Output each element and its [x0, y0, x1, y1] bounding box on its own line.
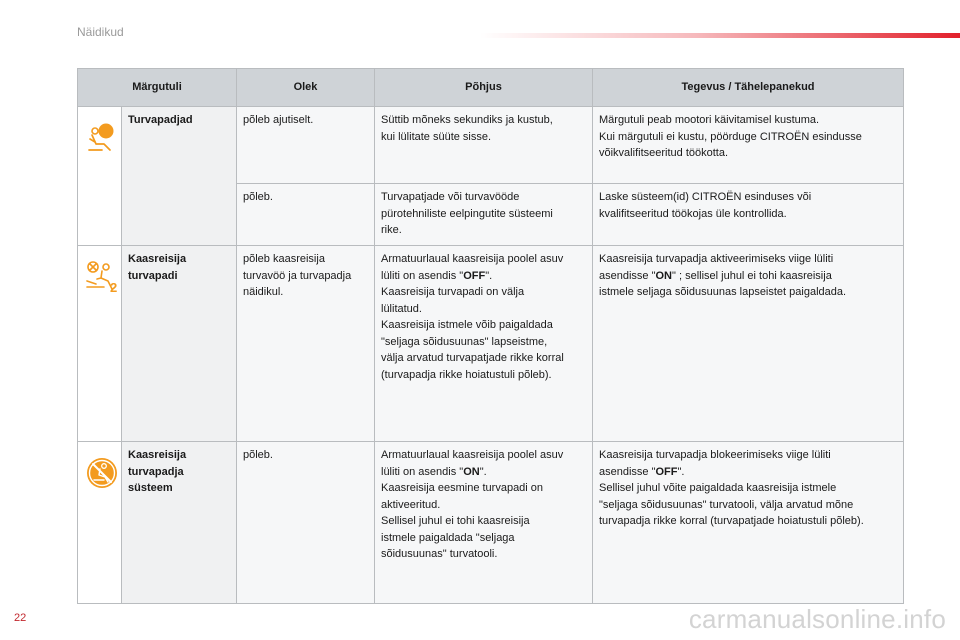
passenger-airbag-off-icon: [84, 455, 120, 491]
section-title: Näidikud: [77, 25, 124, 39]
watermark: carmanualsonline.info: [688, 604, 946, 634]
column-header-action: Tegevus / Tähelepanekud: [593, 69, 904, 107]
cause-text: Süttib mõneks sekundiks ja kustub, kui lülitate süüte sisse.: [375, 107, 593, 184]
cause-text: Turvapatjade või turvavööde pürotehniliste eelpingutite süsteemi rike.: [375, 184, 593, 246]
state-text: põleb ajutiselt.: [237, 107, 375, 184]
indicator-name: Turvapadjad: [122, 107, 237, 246]
action-text: Laske süsteem(id) CITROËN esinduses või kvalifitseeritud töökojas üle kontrollida.: [593, 184, 904, 246]
table-header-row: [78, 69, 904, 107]
state-text: põleb kaasreisija turvavöö ja turvapadja näidikul.: [237, 246, 375, 442]
cause-text: Armatuurlaual kaasreisija poolel asuv lüliti on asendis "OFF". Kaasreisija turvapadi on välja lülitatud. Kaasreisija istmele võib paigaldada "seljaga sõidusuunas" lapseistme, välja arvatud turvapatjade rikke korral (turvapadja rikke hoiatustuli põleb).: [375, 246, 593, 442]
passenger-seatbelt-airbag-icon: [84, 259, 120, 295]
column-header-state: Olek: [237, 69, 375, 107]
airbag-warning-icon: [84, 120, 120, 156]
column-header-cause: Põhjus: [375, 69, 593, 107]
warning-lights-table: [77, 68, 904, 604]
svg-text:2: 2: [110, 280, 118, 295]
table-row: [78, 442, 904, 604]
state-text: põleb.: [237, 184, 375, 246]
table-row: [78, 107, 904, 184]
cause-text: Armatuurlaual kaasreisija poolel asuv lüliti on asendis "ON". Kaasreisija eesmine turvapadi on aktiveeritud. Sellisel juhul ei tohi kaasreisija istmele paigaldada "seljaga sõidusuunas" turvatooli.: [375, 442, 593, 604]
action-text: Kaasreisija turvapadja blokeerimiseks viige lüliti asendisse "OFF". Sellisel juhul võite paigaldada kaasreisija istmele "seljaga sõidusuunas" turvatooli, välja arvatud mõne turvapadja rikke korral (turvapatjade hoiatustuli põleb).: [593, 442, 904, 604]
passenger-off-icon-cell: [78, 442, 122, 604]
column-header-indicator: Märgutuli: [78, 69, 237, 107]
action-text: Märgutuli peab mootori käivitamisel kustuma. Kui märgutuli ei kustu, pöörduge CITROËN esindusse võikvalifitseeritud töökotta.: [593, 107, 904, 184]
indicator-name: Kaasreisija turvapadi: [122, 246, 237, 442]
action-text: Kaasreisija turvapadja aktiveerimiseks viige lüliti asendisse "ON" ; sellisel juhul ei tohi kaasreisija istmele seljaga sõidusuunas lapseistet paigaldada.: [593, 246, 904, 442]
indicator-name: Kaasreisija turvapadja süsteem: [122, 442, 237, 604]
header-accent-bar: [480, 33, 960, 38]
page-number: 22: [14, 612, 27, 624]
state-text: põleb.: [237, 442, 375, 604]
table-row: [78, 246, 904, 442]
passenger-icon-cell: [78, 246, 122, 442]
airbag-icon-cell: [78, 107, 122, 246]
